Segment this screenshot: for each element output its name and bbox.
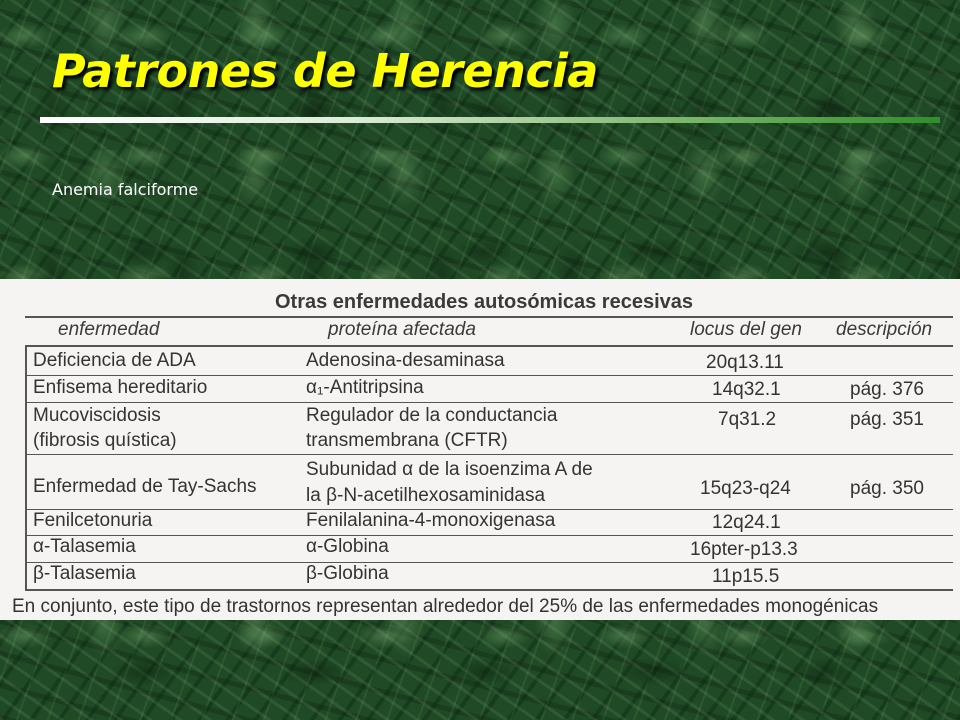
title-underline bbox=[40, 117, 940, 123]
header-rule bbox=[25, 345, 953, 347]
table-row-locus: 14q32.1 bbox=[712, 379, 781, 400]
table-footnote: En conjunto, este tipo de trastornos representan alrededor del 25% de las enfermedades monogénicas bbox=[12, 596, 879, 617]
table-row-description: pág. 351 bbox=[850, 409, 924, 430]
table-row-protein-line2: la β-N-acetilhexosaminidasa bbox=[306, 485, 546, 506]
table-row-disease-line2: (fibrosis quística) bbox=[33, 430, 177, 451]
table-row-locus: 16pter-p13.3 bbox=[690, 539, 798, 560]
table-bottom-rule bbox=[25, 589, 953, 591]
table-title: Otras enfermedades autosómicas recesivas bbox=[275, 291, 693, 313]
table-top-rule bbox=[25, 316, 953, 318]
table-row-protein: Regulador de la conductancia bbox=[306, 405, 558, 426]
row-divider bbox=[25, 535, 953, 536]
table-row-disease: Enfisema hereditario bbox=[33, 377, 208, 398]
header-disease: enfermedad bbox=[58, 319, 160, 340]
table-row-protein: β-Globina bbox=[306, 563, 389, 584]
table-row-disease: Mucoviscidosis bbox=[33, 405, 161, 426]
table-row-locus: 12q24.1 bbox=[712, 512, 781, 533]
row-divider bbox=[25, 375, 953, 376]
table-row-disease: Enfermedad de Tay-Sachs bbox=[33, 476, 257, 497]
table-row-disease: β-Talasemia bbox=[33, 563, 136, 584]
table-row-locus: 7q31.2 bbox=[718, 409, 777, 430]
table-row-protein: α-Globina bbox=[306, 536, 389, 557]
table-row-protein-line2: transmembrana (CFTR) bbox=[306, 430, 508, 451]
header-description: descripción bbox=[836, 319, 933, 340]
slide-subtitle: Anemia falciforme bbox=[52, 180, 199, 199]
table-row-disease: Fenilcetonuria bbox=[33, 510, 153, 531]
row-divider bbox=[25, 454, 953, 455]
disease-table bbox=[0, 279, 960, 620]
row-divider bbox=[25, 562, 953, 563]
table-row-description: pág. 376 bbox=[850, 379, 924, 400]
table-row-disease: α-Talasemia bbox=[33, 536, 136, 557]
table-row-disease: Deficiencia de ADA bbox=[33, 350, 196, 371]
table-left-border bbox=[25, 345, 27, 589]
row-divider bbox=[25, 402, 953, 403]
table-row-protein: Fenilalanina-4-monoxigenasa bbox=[306, 510, 556, 531]
table-row-locus: 20q13.11 bbox=[706, 352, 784, 373]
table-row-locus: 11p15.5 bbox=[712, 566, 780, 587]
slide-title: Patrones de Herencia bbox=[52, 44, 598, 98]
table-row-protein: α₁-Antitripsina bbox=[306, 377, 424, 398]
table-row-description: pág. 350 bbox=[850, 478, 924, 499]
table-row-locus: 15q23-q24 bbox=[700, 478, 791, 499]
header-protein: proteína afectada bbox=[328, 319, 476, 340]
table-row-protein: Subunidad α de la isoenzima A de bbox=[306, 459, 593, 480]
header-locus: locus del gen bbox=[690, 319, 802, 340]
table-row-protein: Adenosina-desaminasa bbox=[306, 350, 505, 371]
